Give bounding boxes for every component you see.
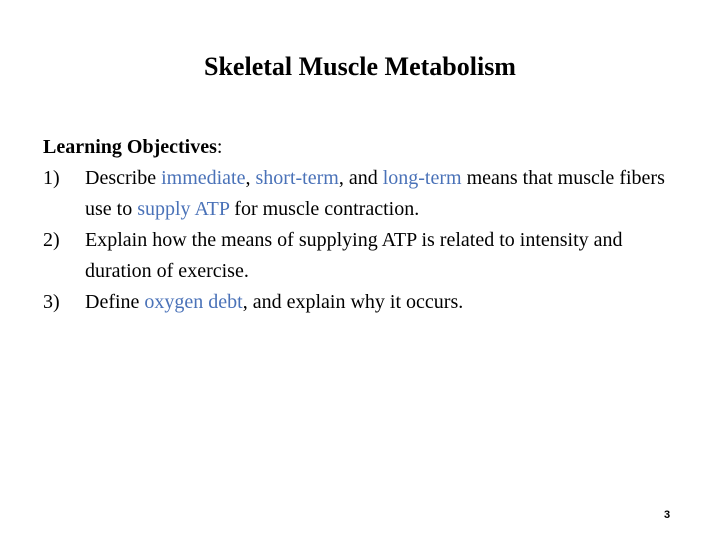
objective-keyword: oxygen debt bbox=[144, 291, 243, 313]
slide-title: Skeletal Muscle Metabolism bbox=[204, 52, 516, 81]
page-number: 3 bbox=[664, 509, 671, 521]
objective-text-segment: means that muscle fibers use to bbox=[85, 167, 665, 220]
objective-keyword: long-term bbox=[382, 167, 462, 189]
objective-text bbox=[85, 167, 665, 220]
objective-keyword: supply ATP bbox=[137, 198, 230, 220]
objective-text bbox=[85, 291, 463, 313]
objectives-heading-label: Learning Objectives bbox=[43, 136, 217, 158]
objective-keyword: short-term bbox=[255, 167, 339, 189]
objective-number: 2) bbox=[43, 229, 60, 251]
objective-text-segment: , bbox=[245, 167, 256, 189]
objective-text-segment: , and bbox=[338, 167, 383, 189]
objective-number: 1) bbox=[43, 167, 60, 189]
objective-text-segment: , and explain why it occurs. bbox=[242, 291, 464, 313]
objective-text-segment: Explain how the means of supplying ATP is related to intensity and duration of exercise. bbox=[85, 229, 623, 282]
learning-objectives bbox=[43, 132, 683, 318]
objective-text-segment: for muscle contraction. bbox=[229, 198, 420, 220]
objective-number: 3) bbox=[43, 291, 60, 313]
objective-item bbox=[43, 225, 683, 287]
objective-list bbox=[43, 163, 683, 318]
objectives-heading bbox=[43, 132, 683, 163]
objective-text-segment: Define bbox=[85, 291, 145, 313]
objectives-heading-colon: : bbox=[216, 136, 223, 158]
objective-text-segment: Describe bbox=[85, 167, 162, 189]
objective-item bbox=[43, 287, 683, 318]
objective-text bbox=[85, 229, 623, 282]
objective-item bbox=[43, 163, 683, 225]
objective-keyword: immediate bbox=[161, 167, 246, 189]
